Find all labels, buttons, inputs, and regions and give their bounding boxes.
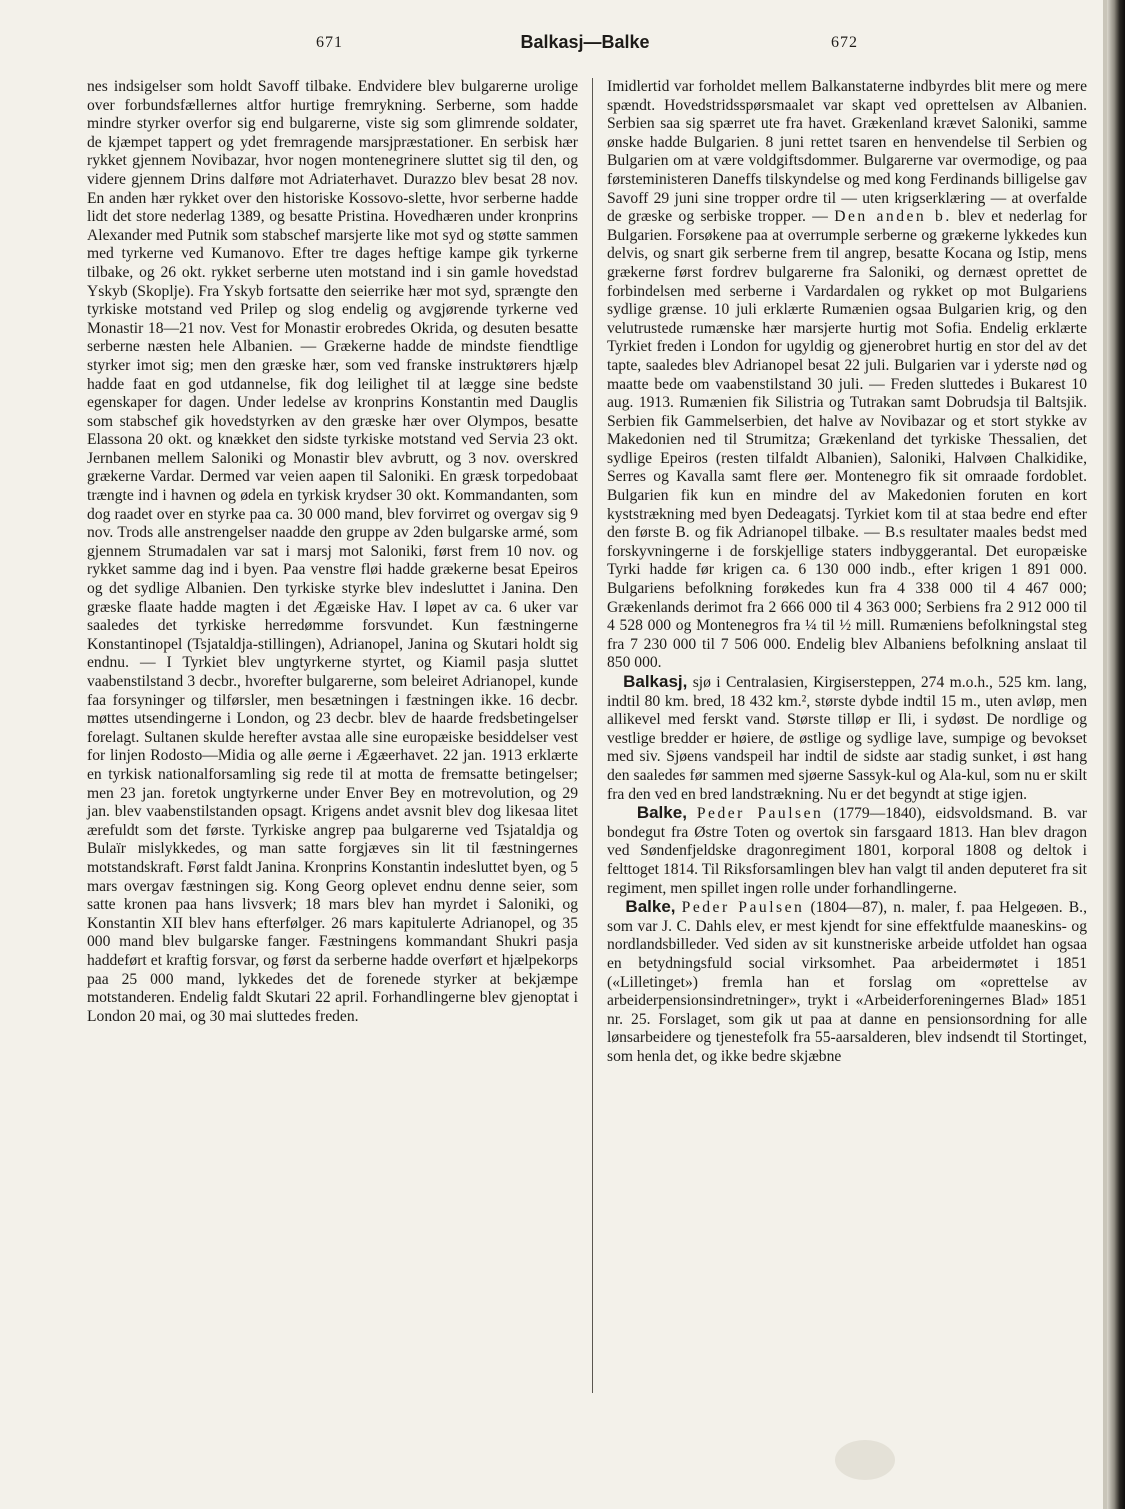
paper-stain bbox=[835, 1440, 895, 1480]
entry-text: (1804—87), n. maler, f. paa Helgeøen. B., som var J. C. Dahls elev, er mest kjendt for sine effektfulde maaneskins- og nordlandsbilleder. Ved siden av sit kunstneriske arbeide utfoldet han ogsaa en betydningsfuld social virksomhet. Paa arbeidermøtet i 1851 («Lilletinget») fremla han et forslag om «oprettelse av arbeiderpensionsindretninger», trykt i «Arbeiderforeningernes Blad» 1851 nr. 25. Forslaget, som gik ut paa at danne en pensionsordning for alle lønsarbeidere og tjenestefolk fra 55-aarsalderen, blev indsendt til Stortinget, som henla det, og ikke bedre skjæbne bbox=[607, 899, 1087, 1065]
headword: Balke, bbox=[636, 803, 687, 823]
left-page-number: 671 bbox=[316, 34, 343, 51]
left-column bbox=[87, 78, 578, 1026]
continuation-text-2: blev et nederlag for Bulgarien. Forsøkene paa at overrumple serberne og grækerne lykkedes kun delvis, og snart gik serberne frem til angrep, besatte Kocana og Istip, mens grækerne først fordrev bulgarerne fra Saloniki, og dernæst oprettet de forbindelsen med serberne i Vardardalen og rykket op mot Bulgariens sydlige grænse. 10 juli erklærte Rumænien ogsaa Bulgarien krig, og den velutrustede rumænske hær marsjerte hurtig mot Sofia. Endelig erklærte Tyrkiet freden i London for ugyldig og gjenerobret hurtig en stor del av det tapte, saaledes blev Adrianopel besat 22 juli. Bulgarien var i yderste nød og maatte bede om vaabenstilstand 30 juli. — Freden sluttedes i Bukarest 10 aug. 1913. Rumænien fik Silistria og Tutrakan samt Dobrudsja til Baltsjik. Serbien fik Gammelserbien, det halve av Novibazar og et stort stykke av Makedonien ned til Strumitza; Grækenland det tyrkiske Thessalien, det sydlige Epeiros (resten tilfaldt Albanien), Saloniki, Halvøen Chalkidike, Serres og Kavalla samt flere øer. Montenegro fik sit omraade fordoblet. Bulgarien fik kun en mindre del av Makedonien foruten en kort kyststrækning med byen Dedeagatsj. Tyrkiet kom til at staa bedre end efter den første B. og fik Adrianopel tilbake. — B.s resultater maales bedst med forskyvningerne i de forskjellige staters indbyggerantal. Det europæiske Tyrki hadde før krigen ca. 6 130 000 indb., efter krigen 1 891 000. Bulgariens befolkning forøkedes kun fra 4 338 000 til 4 467 000; Grækenlands derimot fra 2 666 000 til 4 363 000; Serbiens fra 2 912 000 til 4 528 000 og Montenegros fra ¼ til ½ mill. Rumæniens befolkningstal steg fra 7 230 000 til 7 506 000. Endelig blev Albaniens befolkning anslaat til 850 000. bbox=[607, 208, 1087, 672]
headword: Balke, bbox=[625, 897, 676, 917]
page-edge bbox=[1107, 0, 1125, 1509]
continuation-text: Imidlertid var forholdet mellem Balkanstaterne indbyrdes blit mere og mere spændt. Hovedstridsspørsmaalet var skapt ved oprettelsen av Albanien. Serbien saa sig spærret ute fra havet. Grækenland krævet Saloniki, samme ønske hadde Bulgarien. 8 juni rettet tsaren en henvendelse til Serbien og Bulgarien om at være voldgiftsdommer. Bulgarerne var overmodige, og paa førsteministeren Daneffs tilskyndelse og med kong Ferdinands billigelse gav Savoff 29 juni sine tropper ordre til — uten krigserklæring — at overfalde de græske og serbiske tropper. — bbox=[607, 78, 1087, 226]
headword: Balkasj, bbox=[623, 672, 688, 691]
balkan-war-continuation bbox=[607, 78, 1087, 673]
entry-text: (1779—1840), eidsvoldsmand. B. var bondegut fra Østre Toten og overtok sin farsgaard 1813. Han blev dragon ved Søndenfjeldske dragonregiment 1801, korporal 1808 og deltok i felttoget 1814. Til Riksforsamlingen blev han valgt til anden deputeret fra sit regiment, men spillet ingen rolle under forhandlingerne. bbox=[607, 805, 1087, 897]
entry-balkasj bbox=[607, 673, 1087, 804]
entry-name: Peder Paulsen bbox=[681, 899, 805, 917]
left-column-text: nes indsigelser som holdt Savoff tilbake. Endvidere blev bulgarerne urolige over forbundsfællernes altfor hurtige fremrykning. Serberne, som hadde mindre styrker overfor sig end bulgarerne, viste sig som glimrende soldater, de kjæmpet tappert og ydet fremragende marsjpræstationer. En serbisk hær rykket gjennem Novibazar, hvor nogen montenegrinere sluttet sig til den, og videre gjennem Drins dalføre mot Adriaterhavet. Durazzo blev besat 28 nov. En anden hær rykket over den historiske Kossovo-slette, hvor serberne hadde lidt det store nederlag 1389, og besatte Pristina. Hovedhæren under kronprins Alexander med Putnik som stabschef marsjerte like mot syd og støtte sammen med tyrkerne ved Kumanovo. Efter tre dages heftige kampe gik tyrkerne tilbake, og 26 okt. rykket serberne uten motstand ind i sin gamle hovedstad Yskyb (Skoplje). Fra Yskyb fortsatte den seierrike hær mot syd, sprængte den tyrkiske motstand ved Prilep og slog endelig og avgjørende tyrkerne ved Monastir 18—21 nov. Vest for Monastir erobredes Okrida, og desuten besatte serberne næsten hele Albanien. — Grækerne hadde de mindste fiendtlige styrker imot sig; men den græske hær, som ved franske instruktørers hjælp hadde faat en god utdannelse, fik dog leilighet til at lægge sine bedste egenskaper for dagen. Under ledelse av kronprins Konstantin med Dauglis som stabschef gik hovedstyrken av den græske hær over Olympos, besatte Elassona 20 okt. og knækket den sidste tyrkiske motstand ved Servia 23 okt. Jernbanen mellem Saloniki og Monastir blev avbrutt, og 3 nov. overskred grækerne Vardar. Dermed var veien aapen til Saloniki. En græsk torpedobaat trængte ind i havnen og ødela en tyrkisk krydser 30 okt. Kommandanten, som dog raadet over en styrke paa ca. 30 000 mand, blev forvirret og overgav sig 9 nov. Trods alle anstrengelser naadde den gruppe av 2den bulgarske armé, som gjennem Strumadalen var sat i marsj mot Saloniki, først frem 10 nov. og rykket samme dag ind i byen. Paa venstre fløi hadde grækerne besat Epeiros og det sydlige Albanien. Den tyrkiske styrke blev indesluttet i Janina. Den græske flaate hadde magten i det Ægæiske Hav. I løpet av ca. 6 uker var saaledes det tyrkiske herredømme forsvundet. Kun fæstningerne Konstantinopel (Tsjataldja-stillingen), Adrianopel, Janina og Skutari holdt sig endnu. — I Tyrkiet blev ungtyrkerne styrtet, og Kiamil pasja sluttet vaabenstilstand 3 decbr., hvorefter bulgarerne, som beleiret Adrianopel, kunde faa forsyninger og tilførsler, men besætningen i fæstningen ikke. 16 decbr. møttes utsendingerne i London, og 23 decbr. blev de haarde fredsbetingelser forelagt. Sultanen skulde herefter avstaa alle sine europæiske besiddelser vest for linjen Rodosto—Midia og alle øerne i Ægæerhavet. 22 jan. 1913 erklærte en tyrkisk nationalforsamling sig rede til at motta de fremsatte betingelser; men 23 jan. foretok ungtyrkerne under Enver Bey en motrevolution, og 29 jan. blev vaabenstilstanden opsagt. Krigens andet avsnit blev dog likesaa litet ærefuldt som det første. Tyrkiske angrep paa bulgarerne ved Tsjataldja og Bulaïr mislykkedes, og man satte forgjæves sin lit til fæstningernes motstandskraft. Først faldt Janina. Kronprins Konstantin indesluttet byen, og 5 mars overgav fæstningen sig. Kong Georg oplevet endnu denne seier, som satte kronen paa hans livsverk; 18 mars blev han myrdet i Saloniki, og Konstantin XII blev hans efterfølger. 26 mars kapitulerte Adrianopel, og 35 000 mand blev bulgarske fanger. Fæstningens kommandant Shukri pasja haddeført et kraftig forsvar, og først da serberne hadde overført et hjælpekorps paa 25 000 mand, lykkedes det de forenede styrker at bekjæmpe motstanderen. Endelig faldt Skutari 22 april. Forhandlingerne blev gjenoptat i London 20 mai, og 30 mai sluttedes freden. bbox=[87, 78, 578, 1025]
running-title: Balkasj—Balke bbox=[520, 32, 650, 52]
right-page-number: 672 bbox=[831, 34, 858, 51]
column-divider bbox=[592, 78, 593, 1393]
right-column bbox=[607, 78, 1087, 1066]
spaced-phrase: Den anden b. bbox=[834, 208, 952, 226]
entry-balke-1779 bbox=[607, 804, 1087, 898]
page-header bbox=[0, 30, 1100, 60]
entry-name: Peder Paulsen bbox=[696, 805, 824, 823]
entry-balke-1804 bbox=[607, 898, 1087, 1066]
entry-text: sjø i Centralasien, Kirgisersteppen, 274 m.o.h., 525 km. lang, indtil 80 km. bred, 18 432 km.², største dybde indtil 15 m., uten avløp, men allikevel med ferskt vand. Største tilløp er Ili, i sydøst. De nordlige og vestlige bredder er høiere, de østlige og sydlige lave, sumpige og bevokset med siv. Sjøens vandspeil har indtil de sidste aar stadig sunket, i øst hang den saaledes før sammen med sjøerne Sassyk-kul og Ala-kul, som nu er skilt fra den ved en bred landstrækning. Nu er det begyndt at stige igjen. bbox=[607, 674, 1087, 803]
